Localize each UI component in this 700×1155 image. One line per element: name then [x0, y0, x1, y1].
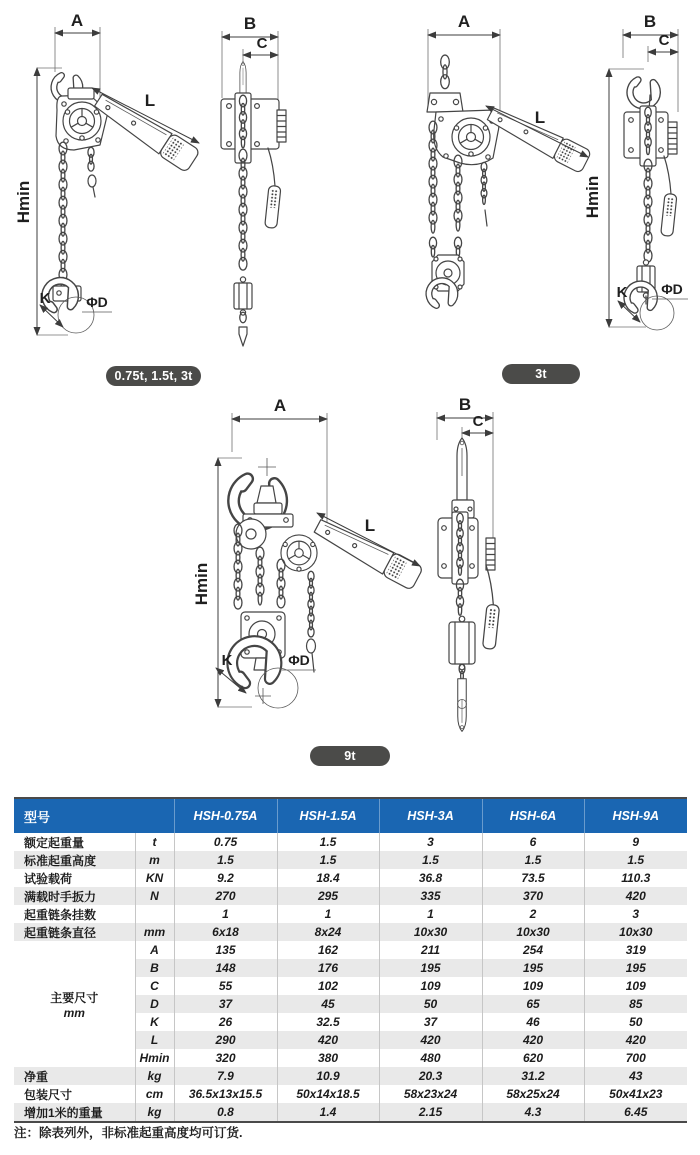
front-view-hoist-9t	[192, 396, 423, 708]
table-row	[14, 1067, 687, 1085]
row-label: 增加1米的重量	[24, 1105, 103, 1120]
row-unit: N	[135, 887, 174, 905]
model-column-header: HSH-0.75A	[174, 798, 277, 833]
table-cell: 109	[584, 977, 687, 995]
table-cell: 37	[174, 995, 277, 1013]
row-unit: C	[135, 977, 174, 995]
table-cell: 254	[482, 941, 584, 959]
dim-label-l: L	[364, 516, 376, 535]
table-cell: 9	[584, 833, 687, 851]
front-view-hoist-small	[14, 11, 200, 335]
table-cell: 295	[277, 887, 379, 905]
side-view-hoist-9t	[437, 395, 500, 731]
table-header-model: 型号	[14, 798, 174, 833]
dim-label-k: K	[221, 652, 233, 669]
dim-label-a: A	[273, 396, 287, 415]
table-cell: 85	[584, 995, 687, 1013]
load-chain-2	[256, 547, 264, 605]
table-cell: 18.4	[277, 869, 379, 887]
table-cell: 10.9	[277, 1067, 379, 1085]
model-column-header: HSH-1.5A	[277, 798, 379, 833]
table-cell: 1	[379, 905, 482, 923]
dim-label-hmin: Hmin	[192, 562, 211, 606]
footnote: 注：除表列外，非标准起重高度均可订货.	[14, 1126, 243, 1140]
table-cell: 50x14x18.5	[277, 1085, 379, 1103]
table-row	[14, 869, 687, 887]
table-cell: 0.8	[174, 1103, 277, 1122]
table-cell: 211	[379, 941, 482, 959]
side-view-hoist-small	[221, 14, 286, 346]
table-cell: 50x41x23	[584, 1085, 687, 1103]
capacity-badge-small: 0.75t, 1.5t, 3t	[106, 366, 201, 386]
table-row	[14, 887, 687, 905]
table-cell: 10x30	[379, 923, 482, 941]
dim-label-k: K	[39, 290, 51, 307]
row-label: 满载时手扳力	[24, 889, 97, 904]
table-cell: 3	[584, 905, 687, 923]
table-row	[14, 1085, 687, 1103]
table-cell: 46	[482, 1013, 584, 1031]
table-cell: 8x24	[277, 923, 379, 941]
dim-label-phid: ΦD	[86, 294, 108, 310]
merged-dimensions-label: 主要尺寸 mm	[14, 941, 135, 1067]
table-cell: 1.5	[277, 833, 379, 851]
front-view-hoist-3t	[427, 12, 592, 306]
load-chain-3	[277, 559, 285, 608]
table-cell: 6x18	[174, 923, 277, 941]
hand-chain	[88, 147, 94, 171]
table-cell: 290	[174, 1031, 277, 1049]
row-unit: L	[135, 1031, 174, 1049]
hand-chain	[481, 162, 487, 204]
dim-label-k: K	[616, 284, 628, 301]
table-cell: 700	[584, 1049, 687, 1067]
table-cell: 2	[482, 905, 584, 923]
table-cell: 420	[584, 887, 687, 905]
table-cell: 31.2	[482, 1067, 584, 1085]
table-cell: 380	[277, 1049, 379, 1067]
table-cell: 1.5	[277, 851, 379, 869]
table-cell: 37	[379, 1013, 482, 1031]
table-cell: 20.3	[379, 1067, 482, 1085]
table-cell: 102	[277, 977, 379, 995]
table-row	[14, 833, 687, 851]
table-cell: 50	[379, 995, 482, 1013]
table-row	[14, 923, 687, 941]
row-unit: B	[135, 959, 174, 977]
table-cell: 50	[584, 1013, 687, 1031]
row-label: 包装尺寸	[24, 1087, 73, 1102]
table-cell: 1.5	[379, 851, 482, 869]
table-cell: 1	[277, 905, 379, 923]
table-row	[14, 1103, 687, 1122]
row-unit: Hmin	[135, 1049, 174, 1067]
row-unit: cm	[135, 1085, 174, 1103]
table-cell: 135	[174, 941, 277, 959]
dim-label-b: B	[643, 12, 657, 31]
table-cell: 195	[584, 959, 687, 977]
table-cell: 26	[174, 1013, 277, 1031]
row-unit: A	[135, 941, 174, 959]
table-cell: 420	[584, 1031, 687, 1049]
table-cell: 320	[174, 1049, 277, 1067]
row-unit: KN	[135, 869, 174, 887]
table-cell: 319	[584, 941, 687, 959]
row-label: 试验载荷	[24, 871, 73, 886]
table-cell: 420	[482, 1031, 584, 1049]
table-cell: 148	[174, 959, 277, 977]
capacity-badge-9t: 9t	[310, 746, 390, 766]
table-cell: 6.45	[584, 1103, 687, 1122]
row-unit	[135, 905, 174, 923]
table-cell: 335	[379, 887, 482, 905]
side-view-hoist-3t	[583, 12, 688, 330]
row-unit: K	[135, 1013, 174, 1031]
dim-label-a: A	[70, 11, 84, 30]
row-label: 起重链条直径	[24, 925, 97, 940]
table-cell: 109	[482, 977, 584, 995]
table-cell: 10x30	[584, 923, 687, 941]
dim-label-hmin: Hmin	[583, 175, 602, 219]
dim-label-a: A	[457, 12, 471, 31]
load-chain	[59, 142, 67, 290]
row-unit: kg	[135, 1067, 174, 1085]
hand-chain	[308, 571, 314, 637]
row-unit: t	[135, 833, 174, 851]
row-label: 净重	[24, 1069, 49, 1084]
table-cell: 195	[379, 959, 482, 977]
row-unit: kg	[135, 1103, 174, 1122]
table-cell: 370	[482, 887, 584, 905]
table-cell: 4.3	[482, 1103, 584, 1122]
table-cell: 45	[277, 995, 379, 1013]
dim-label-b: B	[243, 14, 257, 33]
spec-table	[14, 797, 687, 1123]
capacity-badge-3t: 3t	[502, 364, 580, 384]
model-column-header: HSH-9A	[584, 798, 687, 833]
table-row	[14, 905, 687, 923]
dim-label-c: C	[256, 35, 268, 52]
dim-label-hmin: Hmin	[14, 180, 33, 224]
dim-label-c: C	[658, 32, 670, 49]
table-cell: 620	[482, 1049, 584, 1067]
model-column-header: HSH-3A	[379, 798, 482, 833]
table-header-row	[14, 798, 687, 833]
table-cell: 73.5	[482, 869, 584, 887]
table-cell: 110.3	[584, 869, 687, 887]
row-label: 标准起重高度	[24, 853, 97, 868]
dim-label-b: B	[458, 395, 472, 414]
row-label: 额定起重量	[24, 835, 85, 850]
table-cell: 480	[379, 1049, 482, 1067]
dim-label-c: C	[472, 413, 484, 430]
dim-label-l: L	[534, 108, 546, 127]
load-chain-mid	[454, 155, 462, 231]
table-cell: 7.9	[174, 1067, 277, 1085]
table-cell: 43	[584, 1067, 687, 1085]
table-cell: 58x23x24	[379, 1085, 482, 1103]
table-cell: 6	[482, 833, 584, 851]
table-cell: 162	[277, 941, 379, 959]
table-cell: 195	[482, 959, 584, 977]
table-cell: 1.5	[174, 851, 277, 869]
table-cell: 36.5x13x15.5	[174, 1085, 277, 1103]
table-cell: 0.75	[174, 833, 277, 851]
table-cell: 176	[277, 959, 379, 977]
table-cell: 3	[379, 833, 482, 851]
table-cell: 1	[174, 905, 277, 923]
dim-label-l: L	[144, 91, 156, 110]
table-cell: 1.4	[277, 1103, 379, 1122]
model-column-header: HSH-6A	[482, 798, 584, 833]
table-cell: 1.5	[482, 851, 584, 869]
table-cell: 420	[379, 1031, 482, 1049]
table-row	[14, 941, 687, 959]
table-cell: 270	[174, 887, 277, 905]
table-cell: 36.8	[379, 869, 482, 887]
table-cell: 420	[277, 1031, 379, 1049]
table-cell: 109	[379, 977, 482, 995]
table-row	[14, 851, 687, 869]
side-load-chain	[239, 149, 247, 270]
row-label: 起重链条挂数	[24, 907, 97, 922]
row-unit: m	[135, 851, 174, 869]
table-cell: 55	[174, 977, 277, 995]
dim-label-phid: ΦD	[661, 281, 683, 297]
row-unit: D	[135, 995, 174, 1013]
row-unit: mm	[135, 923, 174, 941]
dim-label-phid: ΦD	[288, 652, 310, 668]
table-cell: 58x25x24	[482, 1085, 584, 1103]
table-cell: 9.2	[174, 869, 277, 887]
table-cell: 32.5	[277, 1013, 379, 1031]
table-cell: 2.15	[379, 1103, 482, 1122]
table-cell: 1.5	[584, 851, 687, 869]
table-cell: 10x30	[482, 923, 584, 941]
table-cell: 65	[482, 995, 584, 1013]
